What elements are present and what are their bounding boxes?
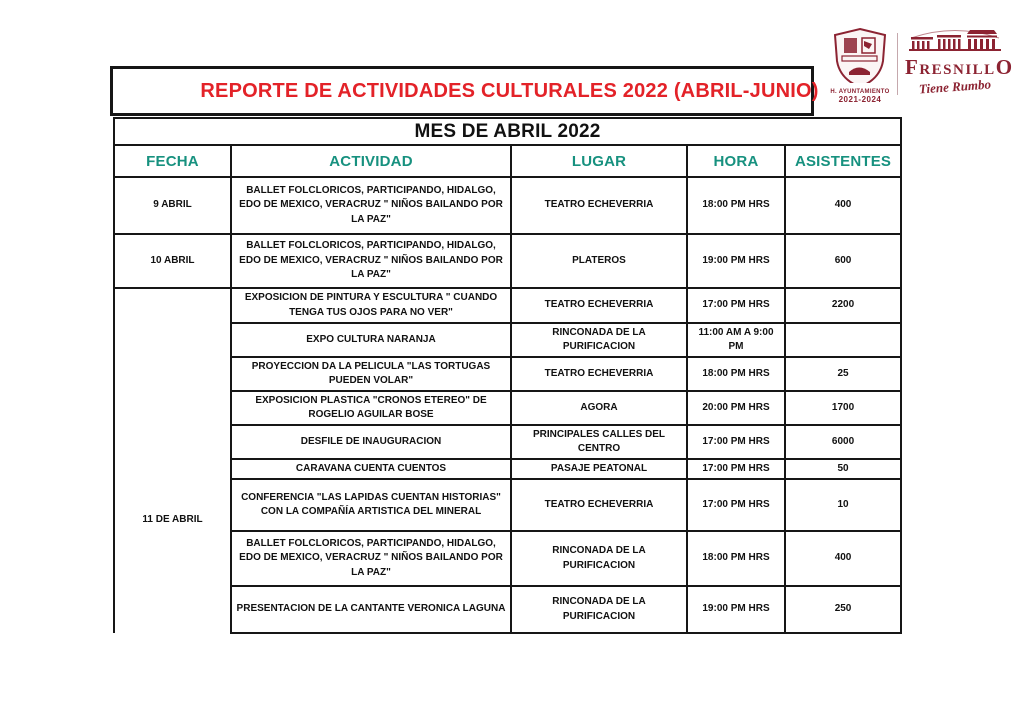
table-row — [114, 177, 901, 234]
logo-divider — [897, 33, 898, 95]
activity-cell: EXPOSICION PLASTICA "CRONOS ETEREO" DE ROGELIO AGUILAR BOSE — [231, 391, 511, 425]
hora-cell: 17:00 PM HRS — [687, 479, 785, 531]
asistentes-cell: 50 — [785, 459, 901, 479]
col-header-actividad: ACTIVIDAD — [231, 145, 511, 177]
logo-tagline: Tiene Rumbo — [918, 76, 992, 97]
col-header-hora: HORA — [687, 145, 785, 177]
lugar-cell: PASAJE PEATONAL — [511, 459, 687, 479]
table-row — [114, 323, 901, 357]
fresnillo-logo — [830, 27, 1014, 104]
activity-cell: BALLET FOLCLORICOS, PARTICIPANDO, HIDALGO, EDO DE MEXICO, VERACRUZ " NIÑOS BAILANDO POR LA PAZ" — [231, 177, 511, 234]
lugar-cell: TEATRO ECHEVERRIA — [511, 177, 687, 234]
lugar-cell: RINCONADA DE LA PURIFICACION — [511, 586, 687, 633]
hora-cell: 17:00 PM HRS — [687, 425, 785, 459]
table-row — [114, 288, 901, 323]
table-row — [114, 531, 901, 586]
hora-cell: 19:00 PM HRS — [687, 586, 785, 633]
date-cell: 11 DE ABRIL — [114, 288, 231, 633]
activity-cell: EXPO CULTURA NARANJA — [231, 323, 511, 357]
crest-shield-icon — [832, 27, 888, 83]
asistentes-cell: 2200 — [785, 288, 901, 323]
crest-caption: H. AYUNTAMIENTO — [830, 89, 890, 95]
crest-years: 2021-2024 — [838, 95, 882, 104]
activities-table — [113, 117, 902, 634]
lugar-cell: TEATRO ECHEVERRIA — [511, 288, 687, 323]
hora-cell: 17:00 PM HRS — [687, 288, 785, 323]
hora-cell: 19:00 PM HRS — [687, 234, 785, 288]
wordmark-last-letter: O — [995, 55, 1014, 79]
hora-cell: 18:00 PM HRS — [687, 357, 785, 391]
column-header-row — [114, 145, 901, 177]
table-row — [114, 391, 901, 425]
asistentes-cell: 400 — [785, 177, 901, 234]
table-row — [114, 234, 901, 288]
hora-cell: 11:00 AM A 9:00 PM — [687, 323, 785, 357]
asistentes-cell: 25 — [785, 357, 901, 391]
lugar-cell: PRINCIPALES CALLES DEL CENTRO — [511, 425, 687, 459]
lugar-cell: TEATRO ECHEVERRIA — [511, 357, 687, 391]
hora-cell: 18:00 PM HRS — [687, 177, 785, 234]
activity-cell: BALLET FOLCLORICOS, PARTICIPANDO, HIDALGO, EDO DE MEXICO, VERACRUZ " NIÑOS BAILANDO POR LA PAZ" — [231, 531, 511, 586]
activity-cell: CONFERENCIA "LAS LAPIDAS CUENTAN HISTORIAS" CON LA COMPAÑÍA ARTISTICA DEL MINERAL — [231, 479, 511, 531]
hora-cell: 20:00 PM HRS — [687, 391, 785, 425]
lugar-cell: RINCONADA DE LA PURIFICACION — [511, 323, 687, 357]
lugar-cell: PLATEROS — [511, 234, 687, 288]
table-row — [114, 459, 901, 479]
col-header-asistentes: ASISTENTES — [785, 145, 901, 177]
asistentes-cell: 250 — [785, 586, 901, 633]
hora-cell: 18:00 PM HRS — [687, 531, 785, 586]
wordmark-middle: RESNILL — [919, 62, 996, 78]
activity-cell: DESFILE DE INAUGURACION — [231, 425, 511, 459]
date-cell: 10 ABRIL — [114, 234, 231, 288]
building-icon — [909, 29, 1001, 51]
month-header-row — [114, 118, 901, 145]
asistentes-cell — [785, 323, 901, 357]
table-row — [114, 425, 901, 459]
activity-cell: BALLET FOLCLORICOS, PARTICIPANDO, HIDALGO, EDO DE MEXICO, VERACRUZ " NIÑOS BAILANDO POR LA PAZ" — [231, 234, 511, 288]
fresnillo-wordmark — [905, 55, 1014, 79]
activity-cell: EXPOSICION DE PINTURA Y ESCULTURA " CUANDO TENGA TUS OJOS PARA NO VER" — [231, 288, 511, 323]
activity-cell: PROYECCION DA LA PELICULA "LAS TORTUGAS PUEDEN VOLAR" — [231, 357, 511, 391]
lugar-cell: AGORA — [511, 391, 687, 425]
lugar-cell: TEATRO ECHEVERRIA — [511, 479, 687, 531]
col-header-fecha: FECHA — [114, 145, 231, 177]
date-cell: 9 ABRIL — [114, 177, 231, 234]
month-header: MES DE ABRIL 2022 — [114, 118, 901, 145]
report-title-box — [110, 66, 819, 116]
hora-cell: 17:00 PM HRS — [687, 459, 785, 479]
asistentes-cell: 6000 — [785, 425, 901, 459]
wordmark-first-letter: F — [905, 55, 920, 79]
asistentes-cell: 600 — [785, 234, 901, 288]
table-row — [114, 479, 901, 531]
municipal-crest — [830, 27, 890, 104]
activity-cell: PRESENTACION DE LA CANTANTE VERONICA LAGUNA — [231, 586, 511, 633]
asistentes-cell: 1700 — [785, 391, 901, 425]
asistentes-cell: 10 — [785, 479, 901, 531]
table-row — [114, 586, 901, 633]
fresnillo-wordmark-block — [905, 29, 1014, 97]
asistentes-cell: 400 — [785, 531, 901, 586]
activity-cell: CARAVANA CUENTA CUENTOS — [231, 459, 511, 479]
lugar-cell: RINCONADA DE LA PURIFICACION — [511, 531, 687, 586]
col-header-lugar: LUGAR — [511, 145, 687, 177]
table-row — [114, 357, 901, 391]
page-title: REPORTE DE ACTIVIDADES CULTURALES 2022 (ABRIL-JUNIO) — [200, 79, 819, 102]
